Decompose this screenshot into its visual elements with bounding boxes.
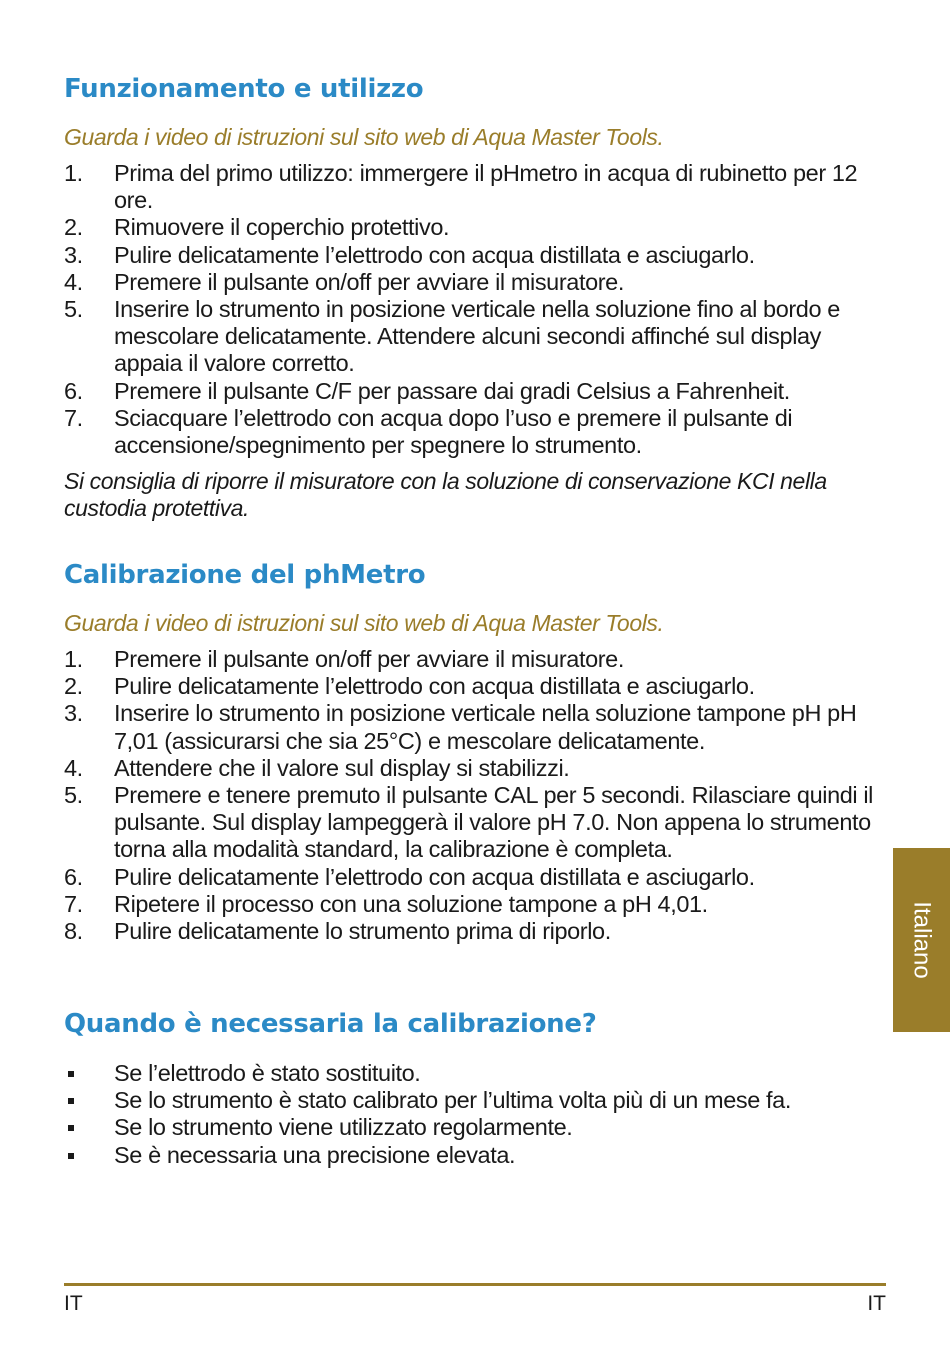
- section-title-quando: Quando è necessaria la calibrazione?: [64, 1009, 597, 1039]
- storage-advice: Si consiglia di riporre il misuratore con la soluzione di conservazione KCI nella custodia protettiva.: [64, 468, 827, 521]
- list-item: 5. Inserire lo strumento in posizione verticale nella soluzione fino al bordo e mescolare delicatamente. Attendere alcuni secondi affinché sul display appaia il valore corretto.: [64, 296, 840, 377]
- footer-left-label: IT: [64, 1292, 83, 1315]
- list-item: Se è necessaria una precisione elevata.: [64, 1142, 886, 1169]
- bullet-icon: [68, 1153, 74, 1159]
- list-item: 7. Ripetere il processo con una soluzione tampone a pH 4,01.: [64, 890, 708, 917]
- list-item: 2. Pulire delicatamente l’elettrodo con acqua distillata e asciugarlo.: [64, 673, 755, 700]
- video-note: Guarda i video di istruzioni sul sito web di Aqua Master Tools.: [64, 610, 664, 636]
- video-note: Guarda i video di istruzioni sul sito web di Aqua Master Tools.: [64, 124, 664, 150]
- bullet-icon: [68, 1098, 74, 1104]
- list-item: 8. Pulire delicatamente lo strumento prima di riporlo.: [64, 918, 611, 945]
- section-title-calibrazione: Calibrazione del phMetro: [64, 560, 426, 590]
- list-item: Se l’elettrodo è stato sostituito.: [64, 1060, 886, 1087]
- list-item: 7. Sciacquare l’elettrodo con acqua dopo l’uso e premere il pulsante di accensione/spegnimento per spegnere lo strumento.: [64, 404, 793, 459]
- list-item: 5. Premere e tenere premuto il pulsante CAL per 5 secondi. Rilasciare quindi il pulsante. Sul display lampeggerà il valore pH 7.0. Non appena lo strumento torna alla modalità standard, la calibrazione è completa.: [64, 782, 873, 863]
- footer-divider: [64, 1283, 886, 1286]
- language-tab: [893, 848, 950, 1032]
- bullet-icon: [68, 1071, 74, 1077]
- language-tab-label: Italiano: [908, 901, 936, 979]
- list-item: 3. Pulire delicatamente l’elettrodo con acqua distillata e asciugarlo.: [64, 241, 755, 268]
- list-item: 4. Premere il pulsante on/off per avviare il misuratore.: [64, 268, 624, 295]
- section-title-funzionamento: Funzionamento e utilizzo: [64, 74, 424, 104]
- list-item: 3. Inserire lo strumento in posizione verticale nella soluzione tampone pH pH 7,01 (assicurarsi che sia 25°C) e mescolare delicatamente.: [64, 700, 857, 754]
- calibration-steps-list: [64, 646, 886, 945]
- list-item: Se lo strumento è stato calibrato per l’ultima volta più di un mese fa.: [64, 1087, 886, 1114]
- footer-right-label: IT: [867, 1292, 886, 1315]
- list-item: Se lo strumento viene utilizzato regolarmente.: [64, 1114, 886, 1141]
- usage-steps-list: [64, 160, 886, 459]
- list-item: 1. Prima del primo utilizzo: immergere il pHmetro in acqua di rubinetto per 12 ore.: [64, 160, 858, 214]
- list-item: 4. Attendere che il valore sul display si stabilizzi.: [64, 754, 570, 781]
- bullet-icon: [68, 1125, 74, 1131]
- list-item: 6. Pulire delicatamente l’elettrodo con acqua distillata e asciugarlo.: [64, 863, 755, 890]
- list-item: 2. Rimuovere il coperchio protettivo.: [64, 214, 450, 241]
- calibration-conditions-list: [64, 1060, 886, 1169]
- list-item: 1. Premere il pulsante on/off per avviare il misuratore.: [64, 646, 624, 672]
- list-item: 6. Premere il pulsante C/F per passare dai gradi Celsius a Fahrenheit.: [64, 377, 790, 404]
